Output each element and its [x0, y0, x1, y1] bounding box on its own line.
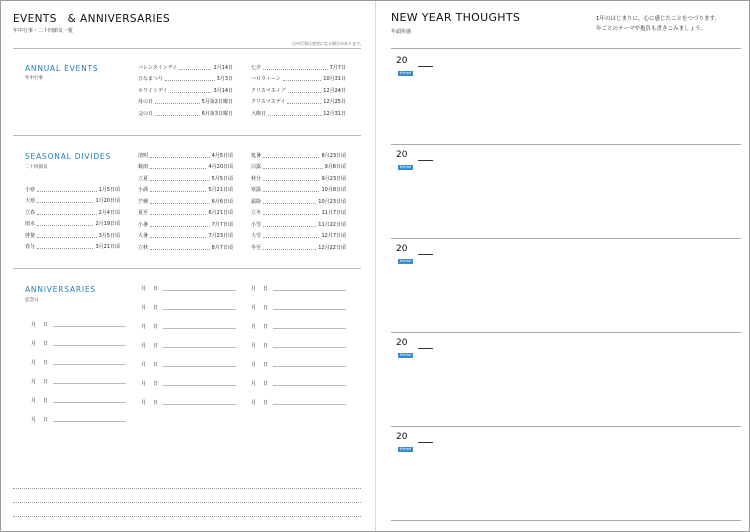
year-write-line[interactable]: [418, 442, 433, 443]
seasonal-divide-row: [251, 186, 346, 194]
seasonal-divide-row: [25, 197, 120, 205]
leader-dots: [283, 76, 322, 81]
month-label: 月: [31, 417, 37, 423]
event-date: 5月5日頃: [211, 175, 233, 182]
day-label: 日: [153, 343, 159, 349]
anniversary-write-line[interactable]: [163, 346, 236, 348]
event-name: 母の日: [138, 99, 154, 105]
month-label: 月: [141, 400, 147, 406]
seasonal-divide-row: [25, 208, 120, 216]
leader-dots: [170, 88, 212, 93]
leader-dots: [150, 176, 210, 181]
day-label: 日: [43, 341, 49, 347]
event-name: 夏至: [138, 210, 149, 216]
month-label: 月: [141, 381, 147, 387]
anniversary-write-line[interactable]: [163, 384, 236, 386]
anniversary-write-line[interactable]: [53, 382, 126, 384]
seasonal-divide-row: [25, 220, 120, 228]
event-date: 12月7日頃: [321, 233, 346, 239]
anniversary-entry[interactable]: [251, 321, 346, 330]
event-date: 7月23日頃: [208, 233, 233, 239]
event-name: 穀雨: [138, 164, 149, 170]
page-subtitle: 年中行事・二十四節気一覧: [13, 28, 74, 34]
divider: [391, 48, 741, 49]
annual-event-row: [251, 63, 346, 71]
leader-dots: [150, 222, 210, 227]
leader-dots: [263, 164, 323, 169]
year-write-line[interactable]: [418, 254, 433, 255]
leader-dots: [150, 245, 210, 250]
seasonal-divide-row: [251, 243, 346, 251]
anniversary-entry[interactable]: [251, 378, 346, 387]
month-label: 月: [251, 286, 257, 292]
month-label: 月: [251, 362, 257, 368]
anniversary-entry[interactable]: [31, 414, 126, 423]
month-label: 月: [31, 322, 37, 328]
anniversary-entry[interactable]: [31, 319, 126, 328]
anniversary-entry[interactable]: [251, 302, 346, 311]
anniversary-entry[interactable]: [141, 302, 236, 311]
seasonal-divide-row: [251, 232, 346, 240]
intro-line-2: 年ごとのテーマや抱負も書きこみましょう。: [596, 26, 707, 32]
leader-dots: [263, 65, 328, 70]
year-write-line[interactable]: [418, 160, 433, 161]
day-label: 日: [153, 400, 159, 406]
anniversary-entry[interactable]: [251, 359, 346, 368]
leader-dots: [150, 187, 206, 192]
anniversary-write-line[interactable]: [163, 327, 236, 329]
year-entry[interactable]: [396, 150, 746, 238]
event-date: 5月第2日曜日: [201, 99, 233, 105]
day-label: 日: [263, 305, 269, 311]
anniversary-write-line[interactable]: [53, 325, 126, 327]
event-date: 4月5日頃: [211, 152, 233, 159]
event-date: 10月23日頃: [318, 198, 346, 205]
seasonal-divide-row: [138, 151, 233, 159]
annual-event-row: [138, 63, 233, 71]
annual-event-row: [251, 98, 346, 106]
anniversary-write-line[interactable]: [273, 327, 346, 329]
year-entry[interactable]: [396, 244, 746, 332]
annual-events-heading: ANNUAL EVENTS: [25, 64, 99, 73]
seasonal-divide-row: [138, 163, 233, 171]
divider: [391, 520, 741, 521]
event-date: 3月3日: [216, 76, 233, 82]
event-name: ひなまつり: [138, 76, 164, 82]
leader-dots: [179, 65, 211, 70]
event-date: 11月22日頃: [318, 221, 346, 228]
event-name: 大寒: [25, 198, 36, 204]
event-date: 7月7日: [329, 64, 346, 71]
notes-line[interactable]: [13, 488, 361, 489]
annual-event-row: [138, 86, 233, 94]
month-label: 月: [251, 305, 257, 311]
year-prefix: 20: [396, 56, 408, 66]
leader-dots: [165, 76, 215, 81]
month-label: 月: [141, 305, 147, 311]
leader-dots: [287, 99, 321, 104]
theme-badge: theme: [399, 71, 412, 75]
leader-dots: [37, 210, 97, 215]
day-label: 日: [43, 379, 49, 385]
event-date: 12月25日: [323, 99, 346, 105]
seasonal-divide-row: [138, 174, 233, 182]
event-date: 5月21日頃: [208, 187, 233, 193]
anniversary-entry[interactable]: [31, 395, 126, 404]
notes-line[interactable]: [13, 502, 361, 503]
event-name: 芒種: [138, 198, 149, 205]
year-entry[interactable]: [396, 56, 746, 144]
leader-dots: [155, 111, 200, 116]
day-label: 日: [263, 286, 269, 292]
event-name: 啓蟄: [25, 232, 36, 239]
month-label: 月: [31, 341, 37, 347]
anniversary-entry[interactable]: [141, 340, 236, 349]
annual-event-row: [138, 75, 233, 83]
month-label: 月: [251, 400, 257, 406]
leader-dots: [37, 221, 93, 226]
leader-dots: [37, 244, 93, 249]
seasonal-divide-row: [138, 209, 233, 217]
event-date: 6月21日頃: [208, 210, 233, 216]
anniversary-entry[interactable]: [31, 357, 126, 366]
events-anniversaries-page: [1, 1, 375, 531]
leader-dots: [263, 199, 316, 204]
anniversary-write-line[interactable]: [273, 365, 346, 367]
leader-dots: [263, 176, 319, 181]
anniversary-write-line[interactable]: [273, 403, 346, 405]
event-date: 2月14日: [213, 64, 233, 71]
anniversary-entry[interactable]: [251, 397, 346, 406]
page-subtitle: 年頭所感: [391, 29, 412, 35]
seasonal-divide-row: [251, 209, 346, 217]
event-date: 8月23日頃: [321, 152, 346, 159]
event-name: 父の日: [138, 110, 154, 117]
leader-dots: [150, 153, 210, 158]
theme-badge: theme: [399, 259, 412, 263]
event-date: 1月5日頃: [98, 186, 120, 193]
leader-dots: [263, 222, 316, 227]
event-date: 4月20日頃: [208, 164, 233, 170]
event-date: 10月8日頃: [321, 187, 346, 193]
year-prefix: 20: [396, 244, 408, 254]
seasonal-divide-row: [251, 220, 346, 228]
anniversary-entry[interactable]: [141, 359, 236, 368]
leader-dots: [263, 233, 319, 238]
day-label: 日: [153, 324, 159, 330]
event-name: 立春: [25, 209, 36, 216]
event-date: 9月8日頃: [324, 164, 346, 170]
anniversary-write-line[interactable]: [163, 365, 236, 367]
event-name: 七夕: [251, 64, 262, 71]
theme-badge: theme: [399, 447, 412, 451]
annual-event-row: [138, 109, 233, 117]
month-label: 月: [251, 324, 257, 330]
page-title: EVENTS & ANNIVERSARIES: [13, 13, 171, 25]
annual-event-row: [251, 86, 346, 94]
day-label: 日: [263, 362, 269, 368]
new-year-thoughts-page: [376, 1, 749, 531]
year-write-line[interactable]: [418, 66, 433, 67]
seasonal-divide-row: [251, 197, 346, 205]
notes-line[interactable]: [13, 516, 361, 517]
anniversary-write-line[interactable]: [53, 420, 126, 422]
seasonal-divide-row: [251, 151, 346, 159]
event-name: 立夏: [138, 175, 149, 182]
event-name: 立秋: [138, 244, 149, 251]
event-date: 3月14日: [213, 87, 233, 94]
anniversary-entry[interactable]: [251, 340, 346, 349]
year-entry[interactable]: [396, 432, 746, 520]
divider: [391, 426, 741, 427]
anniversary-entry[interactable]: [141, 283, 236, 292]
leader-dots: [263, 187, 319, 192]
event-name: 冬至: [251, 244, 262, 251]
event-date: 8月7日頃: [211, 244, 233, 251]
event-date: 12月31日: [323, 110, 346, 117]
day-label: 日: [263, 400, 269, 406]
anniversary-write-line[interactable]: [53, 401, 126, 403]
month-label: 月: [141, 286, 147, 292]
month-label: 月: [141, 324, 147, 330]
leader-dots: [263, 245, 316, 250]
seasonal-divide-row: [251, 174, 346, 182]
leader-dots: [155, 99, 200, 104]
leader-dots: [150, 164, 206, 169]
event-name: 雨水: [25, 221, 36, 227]
day-label: 日: [43, 398, 49, 404]
divider: [13, 48, 361, 49]
leader-dots: [150, 233, 206, 238]
month-label: 月: [251, 381, 257, 387]
anniversary-entry[interactable]: [31, 338, 126, 347]
anniversary-write-line[interactable]: [273, 308, 346, 310]
anniversary-entry[interactable]: [141, 397, 236, 406]
theme-badge: theme: [399, 165, 412, 169]
event-name: ホワイトデイ: [138, 87, 168, 94]
event-name: 霜降: [251, 198, 262, 205]
year-prefix: 20: [396, 150, 408, 160]
anniversary-write-line[interactable]: [53, 344, 126, 346]
seasonal-divide-row: [138, 197, 233, 205]
month-label: 月: [141, 343, 147, 349]
day-label: 日: [153, 286, 159, 292]
annual-event-row: [251, 109, 346, 117]
leader-dots: [150, 199, 210, 204]
day-label: 日: [43, 417, 49, 423]
seasonal-divides-subheading: 二十四節気: [25, 165, 48, 170]
theme-badge: theme: [399, 353, 412, 357]
event-date: 3月21日頃: [95, 244, 120, 250]
anniversary-write-line[interactable]: [163, 403, 236, 405]
event-name: クリスマスイブ: [251, 87, 286, 94]
event-date: 12月24日: [323, 87, 346, 94]
leader-dots: [150, 210, 206, 215]
divider: [391, 238, 741, 239]
seasonal-divides-heading: SEASONAL DIVIDES: [25, 152, 112, 161]
event-name: 大晦日: [251, 110, 267, 117]
seasonal-divide-row: [251, 163, 346, 171]
seasonal-divide-row: [25, 231, 120, 239]
leader-dots: [37, 198, 93, 203]
day-label: 日: [43, 360, 49, 366]
anniversary-write-line[interactable]: [273, 384, 346, 386]
divider: [391, 332, 741, 333]
anniversary-write-line[interactable]: [163, 308, 236, 310]
anniversary-entry[interactable]: [31, 376, 126, 385]
event-name: ハロウィーン: [251, 76, 281, 82]
leader-dots: [37, 187, 97, 192]
event-name: 小満: [138, 187, 149, 193]
event-name: 寒露: [251, 187, 262, 193]
intro-line-1: 1年のはじまりに、心に感じたことをつづります。: [596, 16, 721, 22]
leader-dots: [263, 153, 319, 158]
divider: [13, 268, 361, 269]
annual-event-row: [251, 75, 346, 83]
anniversary-write-line[interactable]: [163, 289, 236, 291]
leader-dots: [37, 233, 97, 238]
event-name: 大雪: [251, 233, 262, 239]
leader-dots: [268, 111, 321, 116]
day-label: 日: [153, 381, 159, 387]
events-note: 日中行事は変更になる場合があります。: [292, 41, 364, 46]
seasonal-divide-row: [25, 185, 120, 193]
annual-events-subheading: 年中行事: [25, 76, 43, 81]
seasonal-divide-row: [138, 243, 233, 251]
event-name: 秋分: [251, 175, 262, 182]
anniversary-write-line[interactable]: [273, 289, 346, 291]
event-name: 大暑: [138, 233, 149, 239]
month-label: 月: [251, 343, 257, 349]
event-name: 小暑: [138, 221, 149, 228]
year-prefix: 20: [396, 432, 408, 442]
event-name: クリスマスデイ: [251, 99, 286, 105]
seasonal-divide-row: [25, 243, 120, 251]
month-label: 月: [31, 398, 37, 404]
event-date: 3月5日頃: [98, 232, 120, 239]
event-name: 小寒: [25, 186, 36, 193]
event-name: 立冬: [251, 210, 262, 216]
year-prefix: 20: [396, 338, 408, 348]
event-date: 2月19日頃: [95, 221, 120, 227]
anniversary-entry[interactable]: [141, 378, 236, 387]
day-label: 日: [263, 343, 269, 349]
leader-dots: [263, 210, 319, 215]
day-label: 日: [153, 305, 159, 311]
anniversaries-heading: ANNIVERSARIES: [25, 285, 96, 294]
event-date: 6月第3日曜日: [201, 110, 233, 117]
event-date: 2月4日頃: [98, 209, 120, 216]
anniversary-write-line[interactable]: [53, 363, 126, 365]
day-label: 日: [263, 381, 269, 387]
event-date: 11月7日頃: [321, 210, 346, 216]
event-date: 6月6日頃: [211, 198, 233, 205]
day-label: 日: [263, 324, 269, 330]
event-name: 春分: [25, 244, 36, 250]
event-name: バレンタインデイ: [138, 64, 178, 71]
year-write-line[interactable]: [418, 348, 433, 349]
annual-event-row: [138, 98, 233, 106]
event-name: 小雪: [251, 221, 262, 228]
day-label: 日: [43, 322, 49, 328]
day-label: 日: [153, 362, 159, 368]
divider: [391, 144, 741, 145]
anniversary-entry[interactable]: [251, 283, 346, 292]
event-name: 白露: [251, 164, 262, 170]
seasonal-divide-row: [138, 186, 233, 194]
seasonal-divide-row: [138, 220, 233, 228]
divider: [13, 135, 361, 136]
month-label: 月: [141, 362, 147, 368]
event-name: 処暑: [251, 152, 262, 159]
month-label: 月: [31, 379, 37, 385]
event-date: 1月20日頃: [95, 198, 120, 204]
year-entry[interactable]: [396, 338, 746, 426]
event-date: 7月7日頃: [211, 221, 233, 228]
anniversary-entry[interactable]: [141, 321, 236, 330]
leader-dots: [288, 88, 322, 93]
event-date: 10月31日: [323, 76, 346, 82]
seasonal-divide-row: [138, 232, 233, 240]
anniversary-write-line[interactable]: [273, 346, 346, 348]
page-title: NEW YEAR THOUGHTS: [391, 11, 521, 24]
event-name: 清明: [138, 152, 149, 159]
event-date: 9月23日頃: [321, 175, 346, 182]
month-label: 月: [31, 360, 37, 366]
anniversaries-subheading: 記念日: [25, 298, 39, 303]
event-date: 12月22日頃: [318, 244, 346, 251]
